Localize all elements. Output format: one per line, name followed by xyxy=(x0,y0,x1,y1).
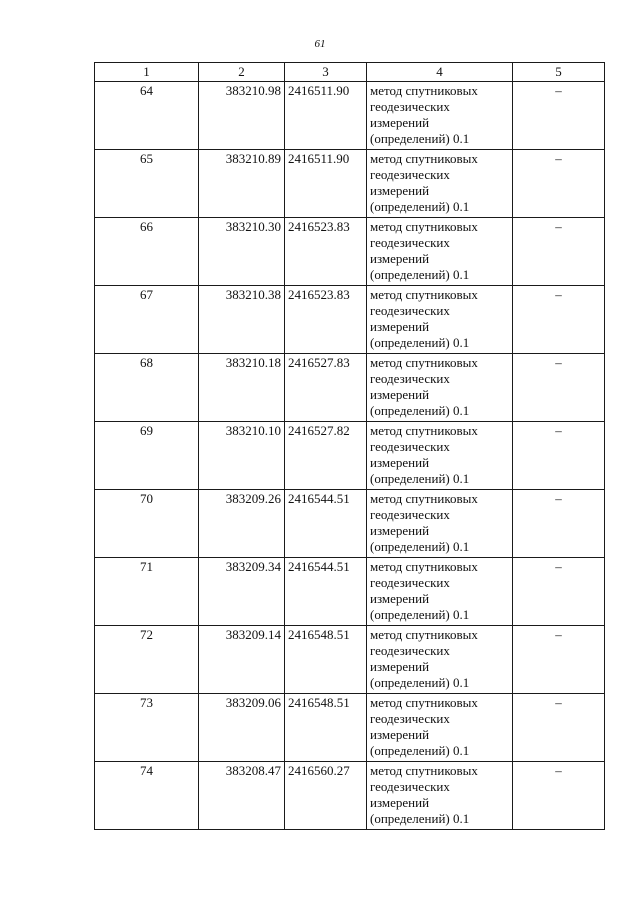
coordinates-table xyxy=(94,62,605,830)
coordinate-x: 383209.26 xyxy=(199,490,285,558)
coordinate-x: 383210.18 xyxy=(199,354,285,422)
coordinate-x: 383209.14 xyxy=(199,626,285,694)
point-number: 65 xyxy=(95,150,199,218)
coordinate-y: 2416523.83 xyxy=(285,286,367,354)
coordinate-y: 2416544.51 xyxy=(285,490,367,558)
coordinate-y: 2416511.90 xyxy=(285,82,367,150)
header-cell-1: 1 xyxy=(95,63,199,82)
table-row xyxy=(95,354,605,422)
point-number: 71 xyxy=(95,558,199,626)
method-description: метод спутниковых геодезических измерений (определений) 0.1 xyxy=(367,354,513,422)
point-number: 67 xyxy=(95,286,199,354)
method-description: метод спутниковых геодезических измерений (определений) 0.1 xyxy=(367,558,513,626)
header-cell-3: 3 xyxy=(285,63,367,82)
point-number: 64 xyxy=(95,82,199,150)
method-description: метод спутниковых геодезических измерений (определений) 0.1 xyxy=(367,490,513,558)
note-cell: – xyxy=(513,490,605,558)
coordinate-x: 383208.47 xyxy=(199,762,285,830)
coordinate-y: 2416548.51 xyxy=(285,626,367,694)
method-description: метод спутниковых геодезических измерений (определений) 0.1 xyxy=(367,218,513,286)
page-number: 61 xyxy=(314,38,326,50)
table-row xyxy=(95,694,605,762)
coordinate-y: 2416560.27 xyxy=(285,762,367,830)
point-number: 73 xyxy=(95,694,199,762)
table-row xyxy=(95,422,605,490)
coordinate-x: 383209.34 xyxy=(199,558,285,626)
header-cell-2: 2 xyxy=(199,63,285,82)
coordinate-x: 383209.06 xyxy=(199,694,285,762)
coordinate-y: 2416527.82 xyxy=(285,422,367,490)
coordinate-y: 2416548.51 xyxy=(285,694,367,762)
coordinate-x: 383210.98 xyxy=(199,82,285,150)
table-row xyxy=(95,150,605,218)
header-cell-4: 4 xyxy=(367,63,513,82)
method-description: метод спутниковых геодезических измерений (определений) 0.1 xyxy=(367,82,513,150)
method-description: метод спутниковых геодезических измерений (определений) 0.1 xyxy=(367,422,513,490)
table-row xyxy=(95,82,605,150)
note-cell: – xyxy=(513,354,605,422)
note-cell: – xyxy=(513,422,605,490)
point-number: 68 xyxy=(95,354,199,422)
coordinate-x: 383210.10 xyxy=(199,422,285,490)
note-cell: – xyxy=(513,286,605,354)
method-description: метод спутниковых геодезических измерений (определений) 0.1 xyxy=(367,286,513,354)
note-cell: – xyxy=(513,626,605,694)
note-cell: – xyxy=(513,82,605,150)
table-header-row xyxy=(95,63,605,82)
table-row xyxy=(95,626,605,694)
table-row xyxy=(95,558,605,626)
coordinate-y: 2416523.83 xyxy=(285,218,367,286)
point-number: 70 xyxy=(95,490,199,558)
note-cell: – xyxy=(513,150,605,218)
header-cell-5: 5 xyxy=(513,63,605,82)
coordinate-x: 383210.89 xyxy=(199,150,285,218)
coordinate-y: 2416544.51 xyxy=(285,558,367,626)
table-row xyxy=(95,490,605,558)
method-description: метод спутниковых геодезических измерений (определений) 0.1 xyxy=(367,626,513,694)
note-cell: – xyxy=(513,218,605,286)
point-number: 69 xyxy=(95,422,199,490)
method-description: метод спутниковых геодезических измерений (определений) 0.1 xyxy=(367,694,513,762)
point-number: 72 xyxy=(95,626,199,694)
coordinate-x: 383210.30 xyxy=(199,218,285,286)
note-cell: – xyxy=(513,762,605,830)
coordinate-y: 2416527.83 xyxy=(285,354,367,422)
table-row xyxy=(95,762,605,830)
coordinate-y: 2416511.90 xyxy=(285,150,367,218)
table-row xyxy=(95,286,605,354)
note-cell: – xyxy=(513,558,605,626)
method-description: метод спутниковых геодезических измерений (определений) 0.1 xyxy=(367,762,513,830)
method-description: метод спутниковых геодезических измерений (определений) 0.1 xyxy=(367,150,513,218)
table-row xyxy=(95,218,605,286)
note-cell: – xyxy=(513,694,605,762)
point-number: 66 xyxy=(95,218,199,286)
coordinate-x: 383210.38 xyxy=(199,286,285,354)
point-number: 74 xyxy=(95,762,199,830)
